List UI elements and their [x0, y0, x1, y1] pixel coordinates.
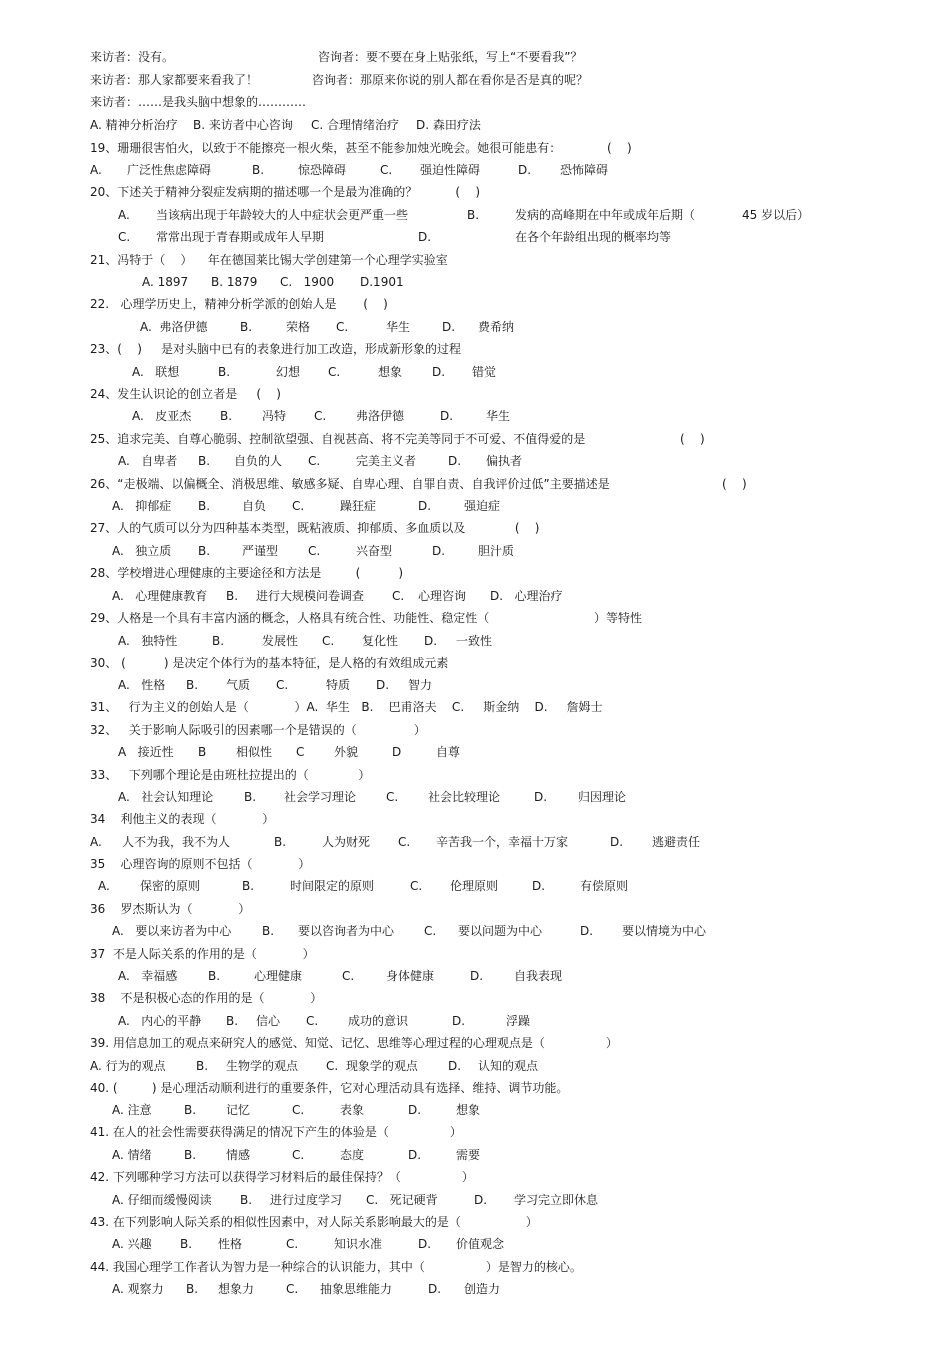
- question-stem: 37 不是人际关系的作用的是（ ）: [90, 947, 315, 961]
- question-stem: 25、追求完美、自尊心脆弱、控制欲望强、自视甚高、将不完美等同于不可爱、不值得爱的是 ( ): [90, 432, 705, 446]
- question-stem: 28、学校增进心理健康的主要途径和方法是 ( ): [90, 566, 404, 580]
- dialogue-line-2: [90, 69, 930, 91]
- option: B. 来访者中心咨询: [193, 118, 293, 132]
- question-stem: 33、 下列哪个理论是由班杜拉提出的（ ）: [90, 768, 371, 782]
- question-options: A. 保密的原则 B. 时间限定的原则 C. 伦理原则 D. 有偿原则: [98, 879, 629, 893]
- question-options: A. 兴趣 B. 性格 C. 知识水准 D. 价值观念: [112, 1237, 505, 1251]
- question-stem: 36 罗杰斯认为（ ）: [90, 902, 251, 916]
- question-options: A. 弗洛伊德 B. 荣格 C. 华生 D. 费希纳: [140, 320, 515, 334]
- question-stem: 32、 关于影响人际吸引的因素哪一个是错误的（ ）: [90, 723, 426, 737]
- dialogue-line-3: [90, 91, 930, 113]
- question-options: A. 仔细而缓慢阅读 B. 进行过度学习 C. 死记硬背 D. 学习完立即休息: [112, 1193, 599, 1207]
- question-stem: 21、冯特于（ ） 年在德国莱比锡大学创建第一个心理学实验室: [90, 253, 448, 267]
- question-options: A 接近性 B 相似性 C 外貌 D 自尊: [118, 745, 461, 759]
- question-stem: 20、下述关于精神分裂症发病期的描述哪一个是最为准确的？ ( ): [90, 185, 481, 199]
- question-stem: 44. 我国心理学工作者认为智力是一种综合的认识能力，其中（ ）是智力的核心。: [90, 1260, 582, 1274]
- question-stem: 39. 用信息加工的观点来研究人的感觉、知觉、记忆、思维等心理过程的心理观点是（ ）: [90, 1036, 618, 1050]
- question-options: A. 观察力 B. 想象力 C. 抽象思维能力 D. 创造力: [112, 1282, 501, 1296]
- visitor-line: 来访者：那人家都要来看我了！: [90, 73, 259, 87]
- question-options: A. 当该病出现于年龄较大的人中症状会更严重一些 B. 发病的高峰期在中年或成年后期（ 45 岁以后）: [118, 208, 810, 222]
- counselor-line: 咨询者：那原来你说的别人都在看你是否是真的呢？: [312, 73, 589, 87]
- question-options: A. 性格 B. 气质 C. 特质 D. 智力: [118, 678, 433, 692]
- question-stem: 38 不是积极心态的作用的是（ ）: [90, 991, 323, 1005]
- question-options: A. 行为的观点 B. 生物学的观点 C. 现象学的观点 D. 认知的观点: [90, 1059, 539, 1073]
- dialogue-line-1: [90, 46, 930, 68]
- question-stem: 19、珊珊很害怕火，以致于不能擦亮一根火柴，甚至不能参加烛光晚会。她很可能患有： ( ): [90, 141, 632, 155]
- question-options: A. 情绪 B. 情感 C. 态度 D. 需要: [112, 1148, 481, 1162]
- question-options: A. 抑郁症 B. 自负 C. 躁狂症 D. 强迫症: [112, 499, 501, 513]
- question-options: A. 心理健康教育 B. 进行大规模问卷调查 C. 心理咨询 D. 心理治疗: [112, 589, 563, 603]
- question-options: C. 常常出现于青春期或成年人早期 D. 在各个年龄组出现的概率均等: [118, 230, 672, 244]
- question-stem: 24、发生认识论的创立者是 ( ): [90, 387, 281, 401]
- question-stem: 27、人的气质可以分为四种基本类型，既粘液质、抑郁质、多血质以及 ( ): [90, 521, 540, 535]
- question-options: A. 幸福感 B. 心理健康 C. 身体健康 D. 自我表现: [118, 969, 563, 983]
- question-stem: 23、( ) 是对头脑中已有的表象进行加工改造，形成新形象的过程: [90, 342, 461, 356]
- question-options: A. 人不为我，我不为人 B. 人为财死 C. 辛苦我一个，幸福十万家 D. 逃避责任: [90, 835, 701, 849]
- question-stem: 34 利他主义的表现（ ）: [90, 812, 275, 826]
- question-stem: 22. 心理学历史上，精神分析学派的创始人是 ( ): [90, 297, 388, 311]
- visitor-line: 来访者：没有。: [90, 50, 175, 64]
- question-stem: 26、“走极端、以偏概全、消极思维、敏感多疑、自卑心理、自罪自责、自我评价过低”主要描述是 ( ): [90, 477, 747, 491]
- option: C. 合理情绪治疗: [311, 118, 400, 132]
- question-options: A. 广泛性焦虑障碍 B. 惊恐障碍 C. 强迫性障碍 D. 恐怖障碍: [90, 163, 609, 177]
- question-options: A. 要以来访者为中心 B. 要以咨询者为中心 C. 要以问题为中心 D. 要以情境为中心: [112, 924, 707, 938]
- counselor-line: 咨询者：要不要在身上贴张纸，写上“不要看我”？: [318, 50, 583, 64]
- option: A. 精神分析治疗: [90, 118, 178, 132]
- question-stem: 30、 ( ) 是决定个体行为的基本特征，是人格的有效组成元素: [90, 656, 449, 670]
- question-options: A. 注意 B. 记忆 C. 表象 D. 想象: [112, 1103, 481, 1117]
- question-options: A. 独特性 B. 发展性 C. 复化性 D. 一致性: [118, 634, 493, 648]
- question-stem: 43. 在下列影响人际关系的相似性因素中，对人际关系影响最大的是（ ）: [90, 1215, 538, 1229]
- question-options: A. 独立质 B. 严谨型 C. 兴奋型 D. 胆汁质: [112, 544, 515, 558]
- question-options: A. 自卑者 B. 自负的人 C. 完美主义者 D. 偏执者: [118, 454, 523, 468]
- question-options: A. 皮亚杰 B. 冯特 C. 弗洛伊德 D. 华生: [132, 409, 511, 423]
- question-options: [90, 114, 930, 136]
- option: D. 森田疗法: [416, 118, 481, 132]
- question-options: A. 1897 B. 1879 C. 1900 D.1901: [142, 275, 404, 289]
- question-options: A. 社会认知理论 B. 社会学习理论 C. 社会比较理论 D. 归因理论: [118, 790, 627, 804]
- question-stem: 42. 下列哪种学习方法可以获得学习材料后的最佳保持？（ ）: [90, 1170, 474, 1184]
- question-stem: 41. 在人的社会性需要获得满足的情况下产生的体验是（ ）: [90, 1125, 462, 1139]
- question-stem: 31、 行为主义的创始人是（ ）A. 华生 B. 巴甫洛夫 C. 斯金纳 D. 詹姆士: [90, 700, 603, 714]
- question-stem: 35 心理咨询的原则不包括（ ）: [90, 857, 311, 871]
- question-options: A. 联想 B. 幻想 C. 想象 D. 错觉: [132, 365, 497, 379]
- question-stem: 29、人格是一个具有丰富内涵的概念，人格具有统合性、功能性、稳定性（ ）等特性: [90, 611, 643, 625]
- question-options: A. 内心的平静 B. 信心 C. 成功的意识 D. 浮躁: [118, 1014, 531, 1028]
- question-stem: 40. ( ) 是心理活动顺利进行的重要条件，它对心理活动具有选择、维持、调节功能。: [90, 1081, 569, 1095]
- visitor-line: 来访者：……是我头脑中想象的…………: [90, 95, 307, 109]
